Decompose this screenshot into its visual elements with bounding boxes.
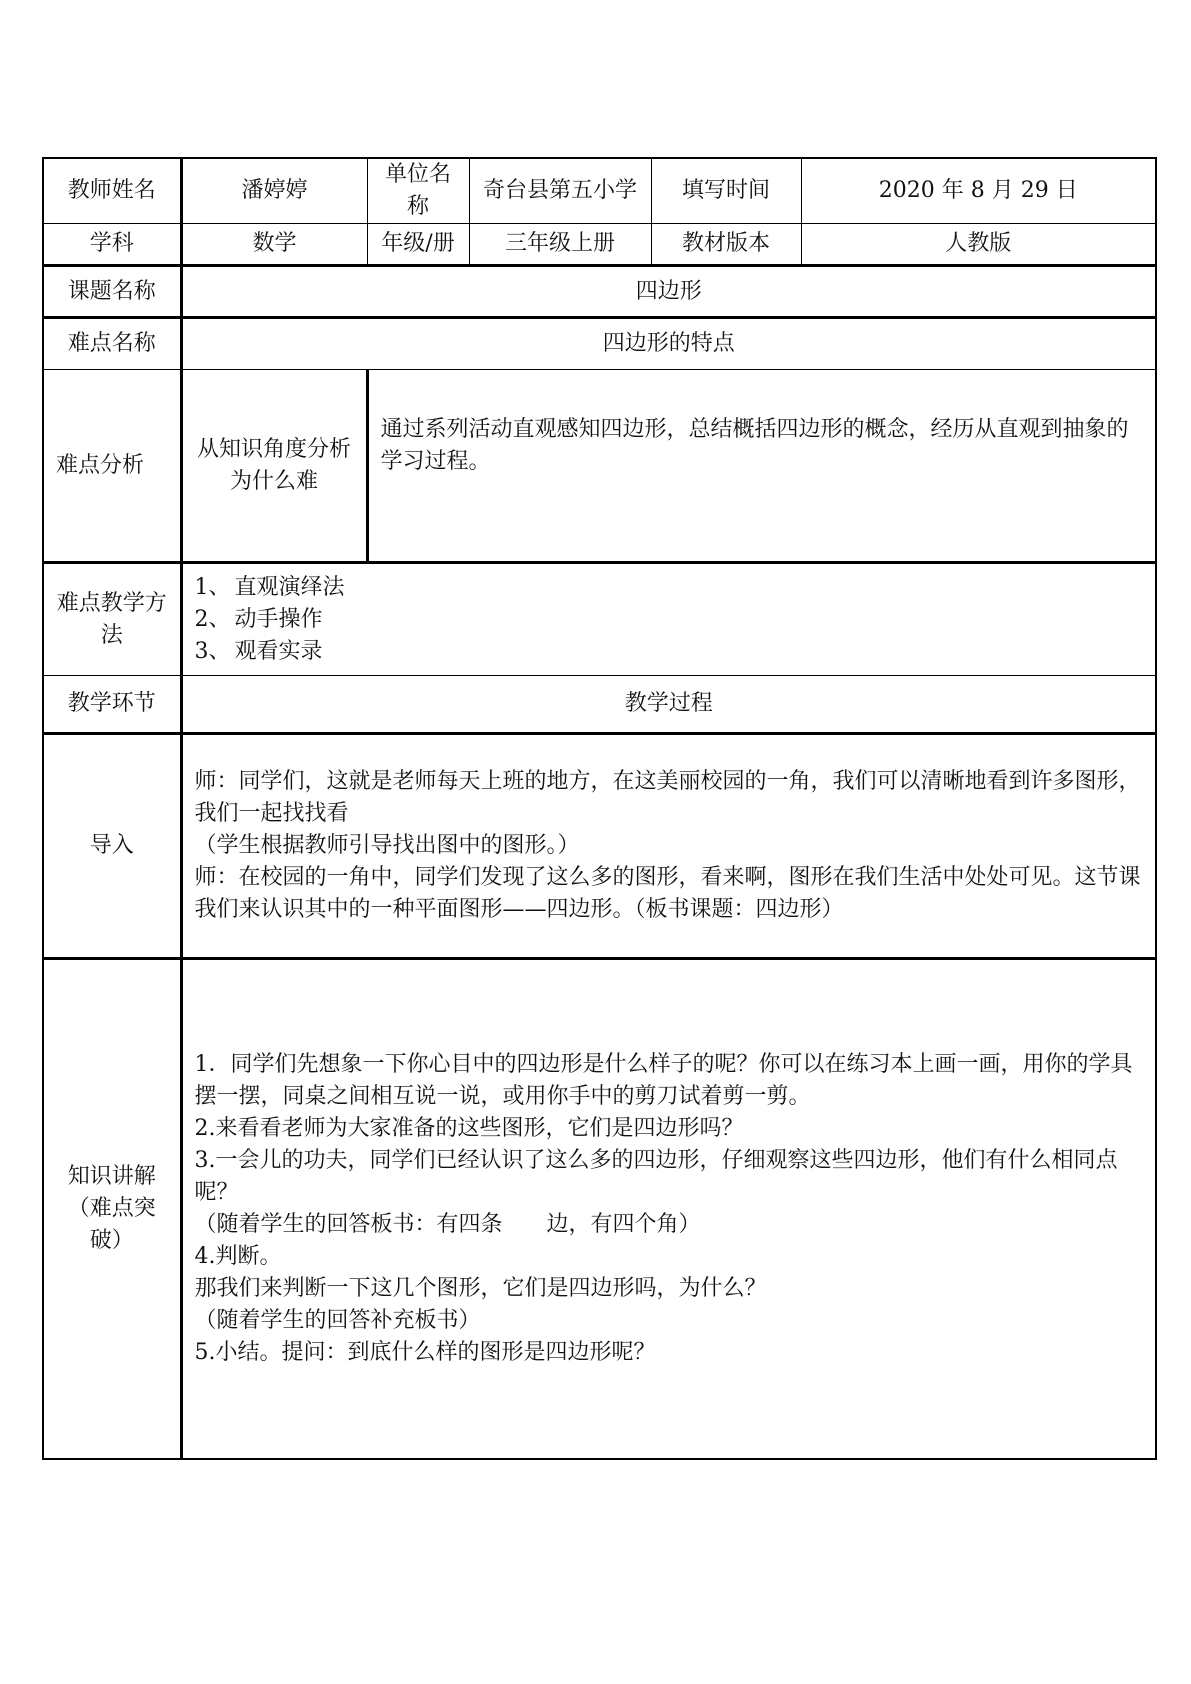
method-num: 1、 [194,574,231,600]
analysis-label: 难点分析 [43,370,181,563]
knowledge-content [181,959,1156,1459]
row-methods [43,563,1156,676]
topic-value: 四边形 [181,266,1156,318]
row-topic [43,266,1156,318]
unit-value: 奇台县第五小学 [469,158,651,224]
row-teacher [43,158,1156,224]
row-knowledge [43,959,1156,1459]
analysis-sub-label: 从知识角度分析为什么难 [181,370,367,563]
teacher-value: 潘婷婷 [181,158,367,224]
date-value: 2020 年 8 月 29 日 [801,158,1156,224]
methods-list [181,563,1156,676]
difficulty-value: 四边形的特点 [181,318,1156,370]
intro-label: 导入 [43,734,181,959]
row-intro [43,734,1156,959]
method-text: 直观演绎法 [234,574,345,600]
intro-paragraph: （学生根据教师引导找出图中的图形。） [194,833,580,858]
process-label: 教学环节 [43,676,181,734]
edition-label: 教材版本 [651,224,801,266]
knowledge-paragraph: （随着学生的回答板书：有四条 边，有四个角） [194,1211,701,1237]
row-analysis [43,370,1156,563]
method-text: 观看实录 [234,638,323,664]
lesson-plan-table [42,157,1157,1460]
method-text: 动手操作 [234,606,323,632]
method-num: 2、 [194,606,231,632]
knowledge-paragraph: 那我们来判断一下这几个图形，它们是四边形吗，为什么？ [194,1275,767,1301]
knowledge-paragraph: 3.一会儿的功夫，同学们已经认识了这么多的四边形，仔细观察这些四边形，他们有什么相同点呢？ [194,1147,1118,1205]
analysis-value: 通过系列活动直观感知四边形，总结概括四边形的概念，经历从直观到抽象的学习过程。 [367,370,1156,563]
method-item [195,636,1148,668]
grade-value: 三年级上册 [469,224,651,266]
row-subject [43,224,1156,266]
edition-value: 人教版 [801,224,1156,266]
intro-content [181,734,1156,959]
knowledge-paragraph: 5.小结。提问：到底什么样的图形是四边形呢？ [194,1339,656,1365]
knowledge-paragraph: 1．同学们先想象一下你心目中的四边形是什么样子的呢？你可以在练习本上画一画，用你的学具摆一摆，同桌之间相互说一说，或用你手中的剪刀试着剪一剪。 [194,1051,1133,1109]
knowledge-paragraph: 2.来看看老师为大家准备的这些图形，它们是四边形吗？ [194,1115,744,1141]
intro-paragraph: 师：在校园的一角中，同学们发现了这么多的图形，看来啊，图形在我们生活中处处可见。这节课我们来认识其中的一种平面图形——四边形。（板书课题：四边形） [194,865,1141,922]
date-label: 填写时间 [651,158,801,224]
subject-label: 学科 [43,224,181,266]
grade-label: 年级/册 [367,224,469,266]
method-item [195,572,1148,604]
knowledge-paragraph: 4.判断。 [194,1243,282,1269]
subject-value: 数学 [181,224,367,266]
method-num: 3、 [194,638,231,664]
teacher-label: 教师姓名 [43,158,181,224]
methods-label: 难点教学方法 [43,563,181,676]
method-item [195,604,1148,636]
knowledge-label: 知识讲解（难点突破） [43,959,181,1459]
row-difficulty [43,318,1156,370]
intro-paragraph: 师：同学们，这就是老师每天上班的地方，在这美丽校园的一角，我们可以清晰地看到许多图形，我们一起找找看 [194,769,1141,826]
row-process-header [43,676,1156,734]
unit-label: 单位名称 [367,158,469,224]
process-value: 教学过程 [181,676,1156,734]
difficulty-label: 难点名称 [43,318,181,370]
knowledge-paragraph: （随着学生的回答补充板书） [194,1307,481,1333]
topic-label: 课题名称 [43,266,181,318]
